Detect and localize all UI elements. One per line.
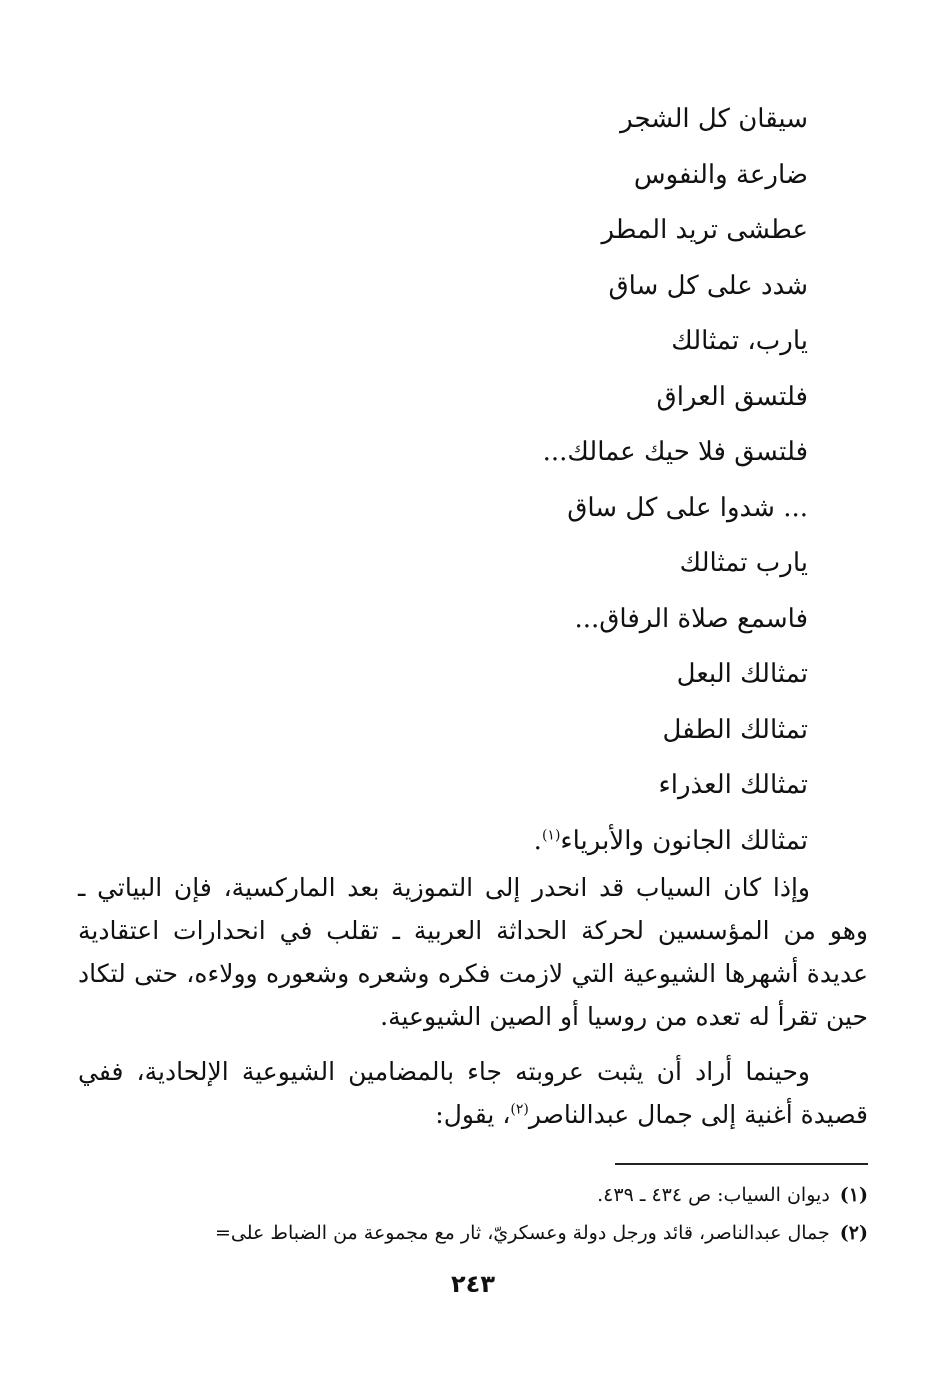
body-paragraph-2 bbox=[78, 1050, 868, 1136]
poem-line: ... شدوا على كل ساق bbox=[567, 492, 808, 523]
poem-line: فلتسق العراق bbox=[656, 381, 808, 412]
body-paragraph-1: وإذا كان السياب قد انحدر إلى التموزية بعد الماركسية، فإن البياتي ـ وهو من المؤسسين لحركة الحداثة العربية ـ تقلب في انحدارات اعتقادية عديدة أشهرها الشيوعية التي لازمت فكره وشعره وشعوره وولاءه، حتى لتكاد حين تقرأ له تعده من روسيا أو الصين الشيوعية. bbox=[78, 873, 868, 1031]
poem-line: يارب تمثالك bbox=[679, 548, 808, 578]
poem-line: ضارعة والنفوس bbox=[633, 159, 808, 190]
footnote-2 bbox=[68, 1214, 868, 1252]
paragraph-2-text: وحينما أراد أن يثبت عروبته جاء بالمضامين الشيوعية الإلحادية، ففي قصيدة أغنية إلى جمال عبدالناصر bbox=[78, 1057, 868, 1129]
footnote-text: ديوان السياب: ص ٤٣٤ ـ ٤٣٩. bbox=[597, 1184, 830, 1206]
footnote-text: جمال عبدالناصر، قائد ورجل دولة وعسكريّ، ثار مع مجموعة من الضباط على= bbox=[214, 1222, 830, 1244]
paragraph-2-ending: ، يقول: bbox=[435, 1100, 511, 1129]
footnote-number: (٢) bbox=[839, 1222, 868, 1244]
poem-line: فاسمع صلاة الرفاق... bbox=[574, 603, 808, 634]
poem-last-line-end: . bbox=[533, 825, 542, 856]
footnote-1 bbox=[68, 1176, 868, 1214]
poem-stanza bbox=[388, 92, 808, 869]
poem-line: عطشى تريد المطر bbox=[601, 215, 808, 245]
footnote-number: (١) bbox=[839, 1184, 868, 1206]
page-number: ٢٤٣ bbox=[451, 1270, 495, 1298]
poem-last-line-text: تمثالك الجانون والأبرياء bbox=[560, 825, 808, 856]
footnotes bbox=[68, 1176, 868, 1252]
footnote-reference-2[interactable]: (٢) bbox=[510, 1101, 529, 1118]
poem-line: تمثالك العذراء bbox=[658, 770, 808, 800]
poem-line: تمثالك الطفل bbox=[662, 714, 808, 745]
poem-line: تمثالك البعل bbox=[676, 659, 808, 689]
footnote-reference-1[interactable]: (١) bbox=[541, 826, 561, 843]
poem-line: فلتسق فلا حيك عمالك... bbox=[542, 437, 808, 467]
poem-last-line bbox=[388, 814, 808, 870]
poem-line: شدد على كل ساق bbox=[608, 270, 808, 301]
poem-line: يارب، تمثالك bbox=[671, 326, 808, 356]
footnote-separator bbox=[615, 1163, 868, 1165]
poem-line: سيقان كل الشجر bbox=[620, 104, 808, 134]
